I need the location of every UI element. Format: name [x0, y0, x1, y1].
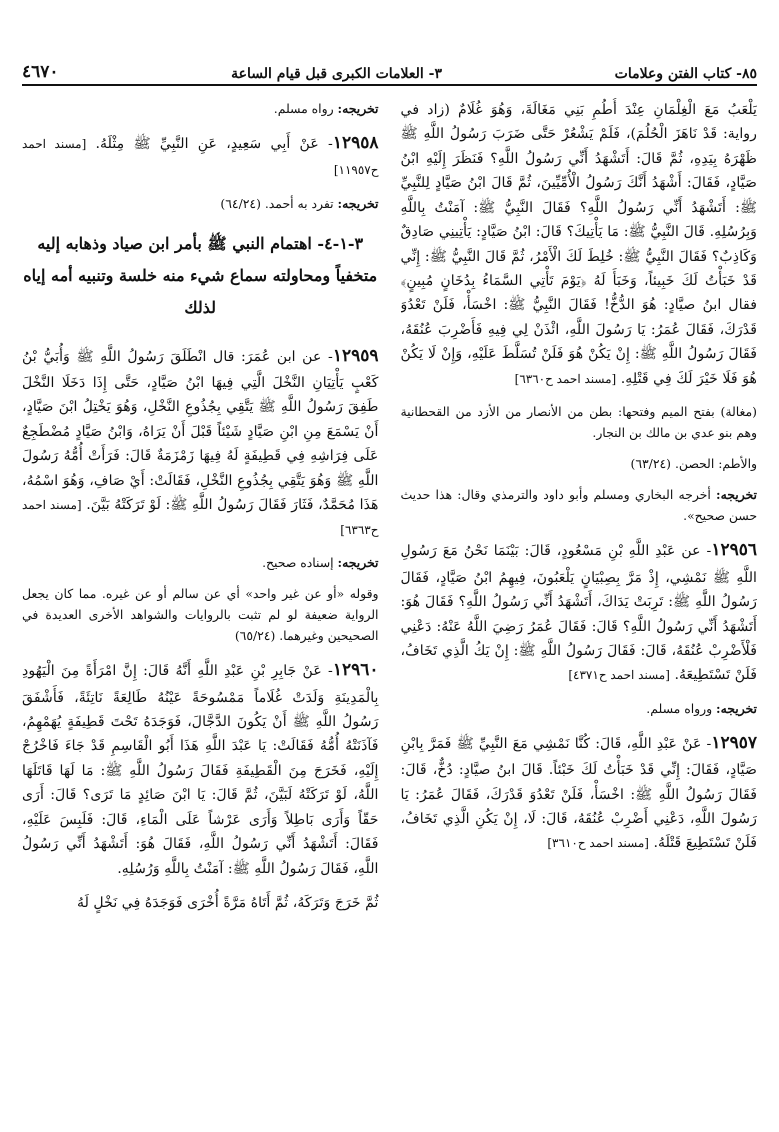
text-columns	[22, 98, 757, 1112]
hadith-reference: [مسند احمد ح٣٦١٠]	[547, 836, 649, 851]
hadith-reference: [مسند احمد ح٦٣٦٠]	[514, 371, 617, 386]
hadith-number: ١٢٩٥٧	[711, 732, 757, 753]
takhrij-text: تفرد به أحمد. (٦٤/٢٤)	[220, 195, 334, 211]
takhrij-note	[22, 552, 379, 573]
takhrij-text: أخرجه البخاري ومسلم وأبو داود والترمذي وقال: هذا حديث حسن صحيح».	[400, 487, 757, 524]
takhrij-label: تخريجه:	[337, 195, 379, 211]
hadith-12958	[22, 129, 379, 183]
takhrij-label: تخريجه:	[716, 700, 757, 716]
hadith-reference: [مسند احمد ح١١٩٥٧]	[22, 137, 379, 178]
takhrij-label: تخريجه:	[716, 487, 757, 503]
hadith-number: ١٢٩٦٠	[332, 660, 379, 681]
takhrij-note	[401, 698, 758, 719]
takhrij-note	[22, 98, 379, 119]
hadith-continuation	[401, 98, 758, 391]
hadith-number: ١٢٩٥٨	[332, 133, 379, 154]
header-chapter-title: ٨٥- كتاب الفتن وعلامات	[614, 66, 757, 82]
right-column	[401, 98, 758, 1112]
hadith-number: ١٢٩٥٩	[332, 345, 379, 366]
hadith-text: - عن عَبْدِ اللَّهِ بْنِ مَسْعُودٍ، قَالَ: بَيْنَمَا نَحْنُ مَعَ رَسُولِ اللَّهِ ﷺ نَمْشِي، إِذْ مَرَّ بِصِبْيَانٍ يَلْعَبُونَ، فِيهِمُ ابْنُ صَيَّادٍ، فَقَالَ رَسُولُ اللَّهِ ﷺ: تَرِبَتْ يَدَاكَ، أَتَشْهَدُ أَنِّي رَسُولُ اللَّهِ؟ فَقَالَ هُوَ: أَتَشْهَدُ أَنِّي رَسُولُ اللَّهِ؟ قَالَ: فَقَالَ عُمَرُ رَضِيَ اللَّهُ عَنْهُ: دَعْنِي فَلْأَضْرِبْ عُنُقَهُ، قَالَ: فَقَالَ رَسُولُ اللَّهِ ﷺ: إِنْ يَكُ الَّذِي تَخَافُ، فَلَنْ تَسْتَطِيعَهُ.	[400, 543, 757, 684]
takhrij-label: تخريجه:	[337, 101, 379, 116]
hadith-reference: [مسند احمد ح٦٣٦٣]	[22, 498, 379, 537]
hadith-text: يَلْعَبُ مَعَ الْغِلْمَانِ عِنْدَ أُطُمِ بَنِي مَغَالَةَ، وَهُوَ غُلَامٌ (زاد في رواية: قَدْ نَاهَزَ الْحُلُمَ)، فَلَمْ يَشْعُرْ حَتَّى ضَرَبَ رَسُولُ اللَّهِ ﷺ ظَهْرَهُ بِيَدِهِ، ثُمَّ قَالَ: أَتَشْهَدُ أَنِّي رَسُولُ اللَّهِ؟ فَنَظَرَ إِلَيْهِ ابْنُ صَيَّادٍ، فَقَالَ: أَشْهَدُ أَنَّكَ رَسُولُ الْأُمِّيِّينَ، ثُمَّ قَالَ ابْنُ صَيَّادٍ لِلنَّبِيِّ ﷺ: أَتَشْهَدُ أَنِّي رَسُولُ اللَّهِ؟ فَقَالَ النَّبِيُّ ﷺ: آمَنْتُ بِاللَّهِ وَبِرُسُلِهِ. قَالَ النَّبِيُّ ﷺ: مَا يَأْتِيكَ؟ قَالَ: ابْنُ صَيَّادٍ: يَأْتِينِي صَادِقٌ وَكَاذِبٌ؟ فَقَالَ النَّبِيُّ ﷺ: خُلِطَ لَكَ الْأَمْرُ، ثُمَّ قَالَ النَّبِيُّ ﷺ: إِنِّي قَدْ خَبَأْتُ لَكَ خَبِيئاً، وَخَبَأَ لَهُ ﴿يَوْمَ تَأْتِي السَّمَاءُ بِدُخَانٍ مُبِينٍ﴾ فقال ابنُ صيَّادٍ: هُوَ الدُّخُّ! فَقَالَ النَّبِيُّ ﷺ: اخْسَأْ، فَلَنْ تَعْدُوَ قَدْرَكَ، فَقَالَ عُمَرُ: يَا رَسُولَ اللَّهِ، ائْذَنْ لِي فِيهِ فَأَضْرِبَ عُنُقَهُ، فَقَالَ رَسُولُ اللَّهِ ﷺ: إِنْ يَكُنْ هُوَ فَلَنْ تُسَلَّطَ عَلَيْهِ، وَإِنْ لَا يَكُنْ هُوَ فَلَا خَيْرَ لَكَ فِي قَتْلِهِ.	[400, 102, 757, 387]
hadith-text: - عن ابن عُمَرَ: قال انْطَلَقَ رَسُولُ اللَّهِ ﷺ وَأُبَيُّ بْنُ كَعْبٍ يَأْتِيَانِ النَّخْلَ الَّتِي فِيهَا ابْنُ صَيَّادٍ، حَتَّى إِذَا دَخَلَا النَّخْلَ طَفِقَ رَسُولُ اللَّهِ ﷺ يَتَّقِي بِجُذُوعِ النَّخْلِ، وَهُوَ يَخْتِلُ ابْنَ صَيَّادٍ، أَنْ يَسْمَعَ مِنِ ابْنِ صَيَّادٍ شَيْئاً قَبْلَ أَنْ يَرَاهُ، وَابْنُ صَيَّادٍ مُضْطَجِعٌ عَلَى فِرَاشِهِ فِي قَطِيفَةٍ لَهُ فِيهَا زَمْزَمَةٌ قَالَ: فَرَأَتْ أُمُّهُ رَسُولَ اللَّهِ ﷺ وَهُوَ يَتَّقِي بِجُذُوعِ النَّخْلِ، فَقَالَتْ: أَيْ صَافِ، وَهُوَ اسْمُهُ، هَذَا مُحَمَّدٌ، فَثَارَ فَقَالَ رَسُولُ اللَّهِ ﷺ: لَوْ تَرَكَتْهُ بَيَّنَ.	[22, 348, 379, 514]
header-section-title: ٣- العلامات الكبرى قبل قيام الساعة	[231, 66, 443, 82]
takhrij-note	[22, 193, 379, 214]
hadith-reference: [مسند احمد ح٤٣٧١]	[568, 668, 670, 683]
hadith-12957	[401, 729, 758, 856]
takhrij-note	[401, 484, 758, 526]
gloss-note-2: والأطم: الحصن. (٦٣/٢٤)	[630, 456, 757, 472]
takhrij-text: رواه مسلم.	[273, 101, 334, 116]
hadith-12959	[22, 342, 379, 542]
left-column	[22, 98, 379, 1112]
hadith-number: ١٢٩٥٦	[711, 540, 757, 561]
hadith-text: - عَنْ عَبْدِ اللَّهِ، قَالَ: كُنَّا نَمْشِي مَعَ النَّبِيِّ ﷺ فَمَرَّ بِابْنِ صَيَّادٍ، فَقَالَ: إِنِّي قَدْ خَبَأْتُ لَكَ خَبْئاً. قَالَ ابنُ صيَّادٍ: دُخٌّ، قَالَ: فَقَالَ رَسُولُ اللَّهِ ﷺ: اخْسَأْ، فَلَنْ تَعْدُوَ قَدْرَكَ، فَقَالَ عُمَرُ: يَا رَسُولَ اللَّهِ، دَعْنِي أَضْرِبْ عُنُقَهُ، قَالَ: لَا، إِنْ يَكُنِ الَّذِي تَخَافُ، فَلَنْ تَسْتَطِيعَ قَتْلَهُ.	[400, 735, 757, 852]
hadith-12956	[401, 536, 758, 687]
hadith-12960	[22, 656, 379, 881]
takhrij-text: ورواه مسلم.	[646, 700, 713, 716]
takhrij-text: إسناده صحيح.	[262, 555, 334, 570]
header-rule	[22, 84, 757, 86]
hadith-continuation-next: ثُمَّ خَرَجَ وَتَرَكَهُ، ثُمَّ أَتَاهُ مَرَّةً أُخْرَى فَوَجَدَهُ فِي نَخْلٍ لَهُ	[76, 894, 379, 911]
section-heading: ٣-١-٤- اهتمام النبي ﷺ بأمر ابن صياد وذهابه إليه متخفياً ومحاولته سماع شيء منه خلسة وتنبيه أمه إياه لذلك	[23, 233, 378, 317]
page-number: ٤٦٧٠	[22, 62, 59, 82]
hadith-text: - عَنْ أَبِي سَعِيدٍ، عَنِ النَّبِيِّ ﷺ مِثْلَهُ.	[95, 136, 333, 153]
running-header	[22, 52, 757, 82]
gloss-note: (مغالة) بفتح الميم وفتحها: بطن من الأنصار من الأزد من القحطانية وهم بنو عدي بن مالك بن النجار.	[400, 404, 757, 441]
hadith-text: - عَنْ جَابِرِ بْنِ عَبْدِ اللَّهِ أَنَّهُ قَالَ: إِنَّ امْرَأَةً مِنَ الْيَهُودِ بِالْمَدِينَةِ وَلَدَتْ غُلَاماً مَمْسُوحَةً عَيْنُهُ طَالِعَةً نَاتِئَةً، فَأَشْفَقَ رَسُولُ اللَّهِ ﷺ أَنْ يَكُونَ الدَّجَّالَ، فَوَجَدَهُ تَحْتَ قَطِيفَةٍ يُهَمْهِمُ، فَآذَنَتْهُ أُمُّهُ فَقَالَتْ: يَا عَبْدَ اللَّهِ هَذَا أَبُو الْقَاسِمِ قَدْ جَاءَ فَاخْرُجْ إِلَيْهِ، فَخَرَجَ مِنَ الْقَطِيفَةِ فَقَالَ رَسُولُ اللَّهِ ﷺ: مَا لَهَا قَاتَلَهَا اللَّهُ، لَوْ تَرَكَتْهُ لَبَيَّنَ، ثُمَّ قَالَ: يَا ابْنَ صَائِدٍ مَا تَرَى؟ قَالَ: أَرَى حَقّاً وَأَرَى بَاطِلاً وَأَرَى عَرْشاً عَلَى الْمَاءِ، قَالَ: فَلَبِسَ عَلَيْهِ، فَقَالَ: أَتَشْهَدُ أَنِّي رَسُولُ اللَّهِ، فَقَالَ هُوَ: أَتَشْهَدُ أَنِّي رَسُولُ اللَّهِ، فَقَالَ رَسُولُ اللَّهِ ﷺ: آمَنْتُ بِاللَّهِ وَرُسُلِهِ.	[22, 663, 379, 877]
commentary-note: وقوله «أو عن غير واحد» أي عن سالم أو عن غيره. مما كان يجعل الرواية ضعيفة لو لم تثبت بالروايات والشواهد الأخرى العديدة في الصحيحين وغيرهما. (٦٥/٢٤)	[22, 586, 379, 644]
takhrij-label: تخريجه:	[337, 555, 379, 570]
